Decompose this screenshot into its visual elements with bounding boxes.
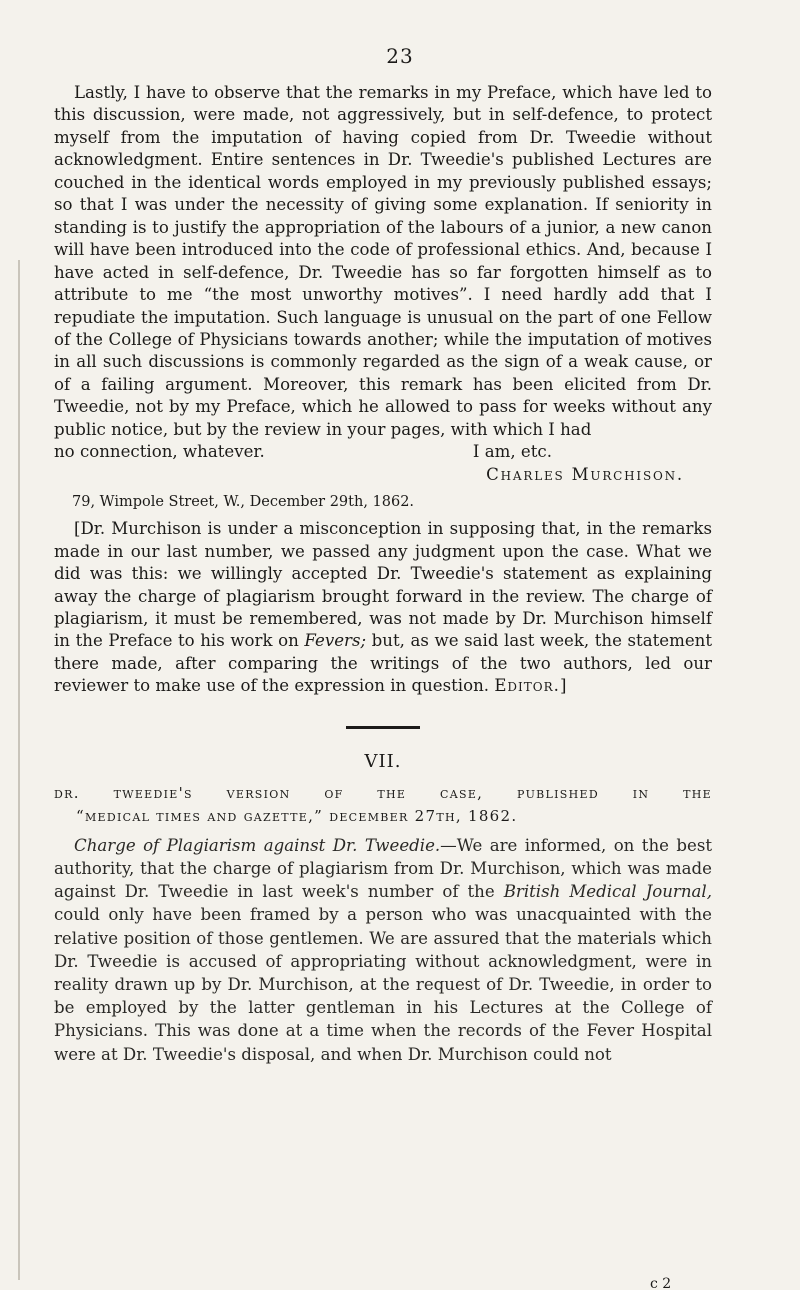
article-body-part-1: —We are informed, on the best authority, that the charge of plagiarism from Dr. Murchison, which was made against Dr. Tweedie in last week's number of the xyxy=(54,835,713,902)
letter-signature: Charles Murchison. xyxy=(486,464,684,484)
journal-name: British Medical Journal, xyxy=(503,882,712,902)
page-number: 23 xyxy=(386,44,414,68)
article-title: Charge of Plagiarism against Dr. Tweedie. xyxy=(74,835,441,855)
letter-closing-formula: I am, etc. xyxy=(472,442,552,462)
printer-signature-mark: c 2 xyxy=(650,1276,672,1290)
section-heading xyxy=(54,782,712,828)
editor-note-italic-title: Fevers; xyxy=(304,631,367,651)
editor-note-text-after: but, as we said last week, the statement there made, after comparing the writings of the two authors, led our reviewer to make use of the expression in question. xyxy=(54,631,712,696)
letter-closing-row xyxy=(54,441,712,463)
page-content xyxy=(54,82,712,1066)
section-heading-line-2: “medical times and gazette,” december 27th, 1862. xyxy=(76,806,518,825)
section-heading-line-1: dr. tweedie's version of the case, published in the xyxy=(54,783,712,802)
letter-closing-phrase: no connection, whatever. xyxy=(54,442,265,462)
article-body xyxy=(54,834,712,1066)
letter-address: 79, Wimpole Street, W., December 29th, 1862. xyxy=(72,494,415,511)
page-edge-shadow xyxy=(18,260,20,1280)
editor-note xyxy=(54,518,712,698)
letter-paragraph-text: Lastly, I have to observe that the remarks in my Preface, which have led to this discussion, were made, not aggressively, but in self-defence, to protect myself from the imputation of having copied from Dr. Tweedie without acknowledgment. Entire sentences in Dr. Tweedie's published Lectures are couched in the identical words employed in my previously published essays; so that I was under the necessity of giving some explanation. If seniority in standing is to justify the appropriation of the labours of a junior, a new canon will have been introduced into the code of professional ethics. And, because I have acted in self-defence, Dr. Tweedie has so far forgotten himself as to attribute to me “the most unworthy motives”. I need hardly add that I repudiate the imputation. Such language is unusual on the part of one Fellow of the College of Physicians towards another; while the imputation of motives in all such discussions is commonly regarded as the sign of a weak cause, or of a failing argument. Moreover, this remark has been elicited from Dr. Tweedie, not by my Preface, which he allowed to pass for weeks without any public notice, but by the review in your pages, with which I had xyxy=(54,83,712,439)
section-divider xyxy=(346,726,420,729)
editor-note-text: [Dr. Murchison is under a misconception in supposing that, in the remarks made in our last number, we passed any judgment upon the case. What we did was this: we willingly accepted Dr. Tweedie's statement as explaining away the charge of plagiarism brought forward in the review. The charge of plagiarism, it must be remembered, was not made by Dr. Murchison himself in the Preface to his work on xyxy=(54,519,712,651)
section-number: VII. xyxy=(364,750,402,772)
letter-paragraph xyxy=(54,82,712,441)
article-body-part-2: could only have been framed by a person who was unacquainted with the relative position of those gentlemen. We are assured that the materials which Dr. Tweedie is accused of appropriating without acknowledgment, were in reality drawn up by Dr. Murchison, at the request of Dr. Tweedie, in order to be employed by the latter gentleman in his Lectures at the College of Physicians. This was done at a time when the records of the Fever Hospital were at Dr. Tweedie's disposal, and when Dr. Murchison could not xyxy=(54,905,712,1064)
editor-note-signoff: Editor.] xyxy=(494,676,568,696)
